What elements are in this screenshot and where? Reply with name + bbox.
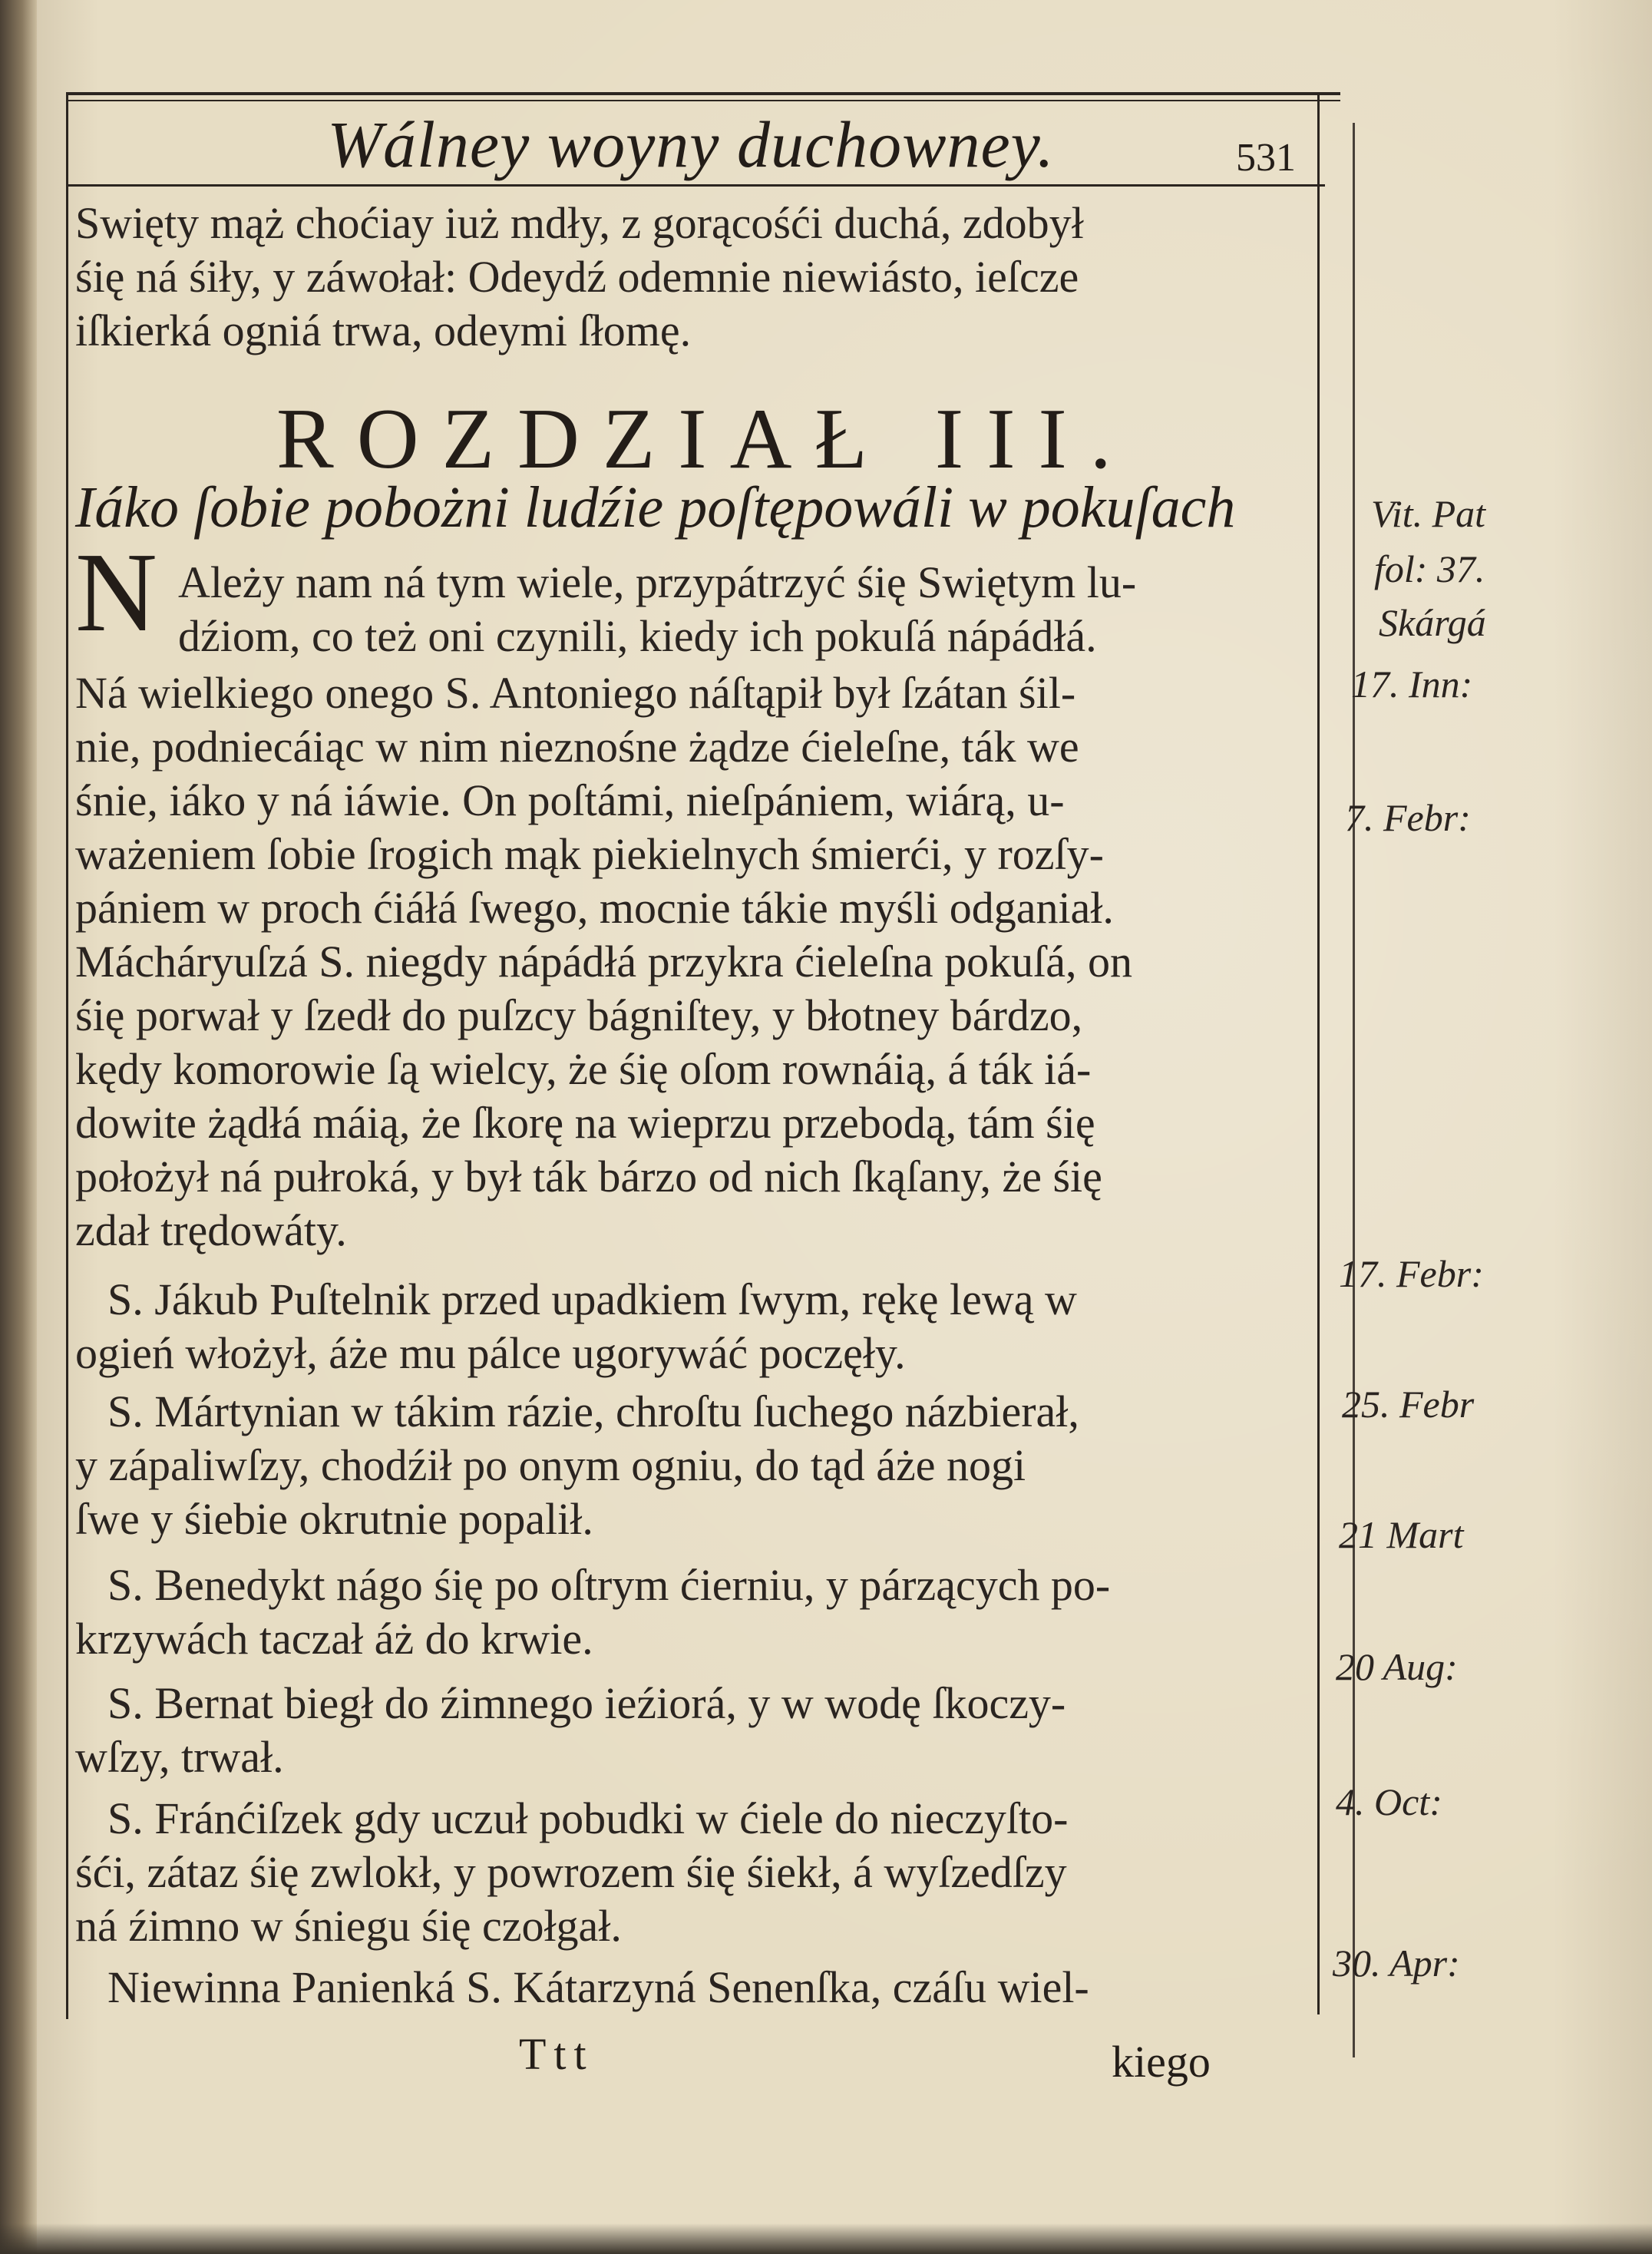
- drop-cap: N: [75, 530, 157, 656]
- page-bottom-edge: [0, 2223, 1652, 2254]
- margin-note: 21 Mart: [1339, 1513, 1464, 1556]
- paragraph-line: śći, zátaz śię zwlokł, y powrozem śię śiekł, á wyſzedſzy: [75, 1847, 1067, 1897]
- margin-note: 17. Inn:: [1351, 663, 1473, 706]
- paragraph-line: śię porwał y ſzedł do puſzcy bágniſtey, y błotney bárdzo,: [75, 990, 1083, 1040]
- margin-note: 4. Oct:: [1336, 1780, 1442, 1823]
- paragraph-line: wſzy, trwał.: [75, 1732, 284, 1782]
- paragraph-line: Ná wielkiego onego S. Antoniego náſtąpił był ſzátan śil-: [75, 668, 1076, 718]
- left-frame-rule: [66, 92, 68, 2019]
- page-number: 531: [1236, 136, 1296, 180]
- margin-frame-rule: [1353, 123, 1355, 2057]
- paragraph-line: S. Benedykt nágo śię po oſtrym ćierniu, y párzących po-: [107, 1560, 1111, 1610]
- top-rule-thin: [66, 100, 1340, 101]
- chapter-subtitle: Iáko ſobie pobożni ludźie poſtępowáli w pokuſach: [75, 475, 1236, 540]
- paragraph-line: dźiom, co też oni czynili, kiedy ich pokuſá nápádłá.: [178, 611, 1097, 661]
- paragraph-line: położył ná pułroká, y był ták bárzo od nich ſkąſany, że śię: [75, 1152, 1102, 1201]
- top-rule: [66, 92, 1340, 95]
- paragraph-line: śnie, iáko y ná iáwie. On poſtámi, nieſpániem, wiárą, u-: [75, 775, 1065, 825]
- margin-note: 30. Apr:: [1333, 1942, 1460, 1985]
- paragraph-line: ſwe y śiebie okrutnie popalił.: [75, 1494, 593, 1544]
- margin-note: Vit. Pat: [1371, 492, 1486, 535]
- margin-note: 25. Febr: [1342, 1383, 1475, 1426]
- opening-line: Swięty mąż choćiay iuż mdły, z gorącośći duchá, zdobył: [75, 198, 1084, 248]
- margin-note: Skárgá: [1379, 601, 1486, 644]
- paragraph-line: kędy komorowie ſą wielcy, że śię oſom rownáią, á ták iá-: [75, 1044, 1092, 1094]
- binding-gutter: [0, 0, 37, 2254]
- running-title: Wálney woyny duchowney.: [327, 107, 1055, 181]
- opening-line: iſkierká ogniá trwa, odeymi ſłomę.: [75, 306, 692, 355]
- catchword: kiego: [1112, 2037, 1211, 2087]
- margin-note: 7. Febr:: [1345, 796, 1471, 839]
- right-frame-rule: [1317, 95, 1320, 2014]
- paragraph-line: dowite żądłá máią, że ſkorę na wieprzu przebodą, tám śię: [75, 1098, 1095, 1148]
- paragraph-line: S. Bernat biegł do źimnego ieźiorá, y w wodę ſkoczy-: [107, 1678, 1066, 1728]
- paragraph-line: S. Mártynian w tákim rázie, chroſtu ſuchego názbierał,: [107, 1386, 1079, 1436]
- paragraph-line: zdał trędowáty.: [75, 1205, 347, 1255]
- paragraph-line: Niewinna Panienká S. Kátarzyná Senenſka, czáſu wiel-: [107, 1962, 1089, 2012]
- header-rule: [66, 184, 1325, 187]
- paragraph-line: Ależy nam ná tym wiele, przypátrzyć śię Swiętym lu-: [178, 557, 1137, 607]
- paragraph-line: y zápaliwſzy, chodźił po onym ogniu, do tąd áże nogi: [75, 1440, 1026, 1490]
- paragraph-line: krzywách taczał áż do krwie.: [75, 1614, 593, 1664]
- opening-line: śię ná śiły, y záwołał: Odeydź odemnie niewiásto, ieſcze: [75, 252, 1079, 302]
- paragraph-line: ná źimno w śniegu śię czołgał.: [75, 1901, 622, 1951]
- margin-note: fol: 37.: [1374, 547, 1485, 590]
- paragraph-line: pániem w proch ćiáłá ſwego, mocnie tákie myśli odganiał.: [75, 883, 1114, 933]
- margin-note: 20 Aug:: [1336, 1645, 1458, 1688]
- paragraph-line: S. Fránćiſzek gdy uczuł pobudki w ćiele do nieczyſto-: [107, 1793, 1069, 1843]
- paragraph-line: nie, podniecáiąc w nim nieznośne żądze ćieleſne, ták we: [75, 722, 1079, 772]
- paragraph-line: Mácháryuſzá S. niegdy nápádłá przykra ćieleſna pokuſá, on: [75, 937, 1132, 987]
- paragraph-line: ważeniem ſobie ſrogich mąk piekielnych śmierći, y rozſy-: [75, 829, 1104, 879]
- signature-mark: Ttt: [519, 2029, 594, 2079]
- paragraph-line: ogień włożył, áże mu pálce ugorywáć poczęły.: [75, 1328, 906, 1378]
- margin-note: 17. Febr:: [1339, 1252, 1484, 1295]
- chapter-heading: ROZDZIAŁ III.: [276, 392, 1135, 487]
- paragraph-line: S. Jákub Puſtelnik przed upadkiem ſwym, rękę lewą w: [107, 1274, 1077, 1324]
